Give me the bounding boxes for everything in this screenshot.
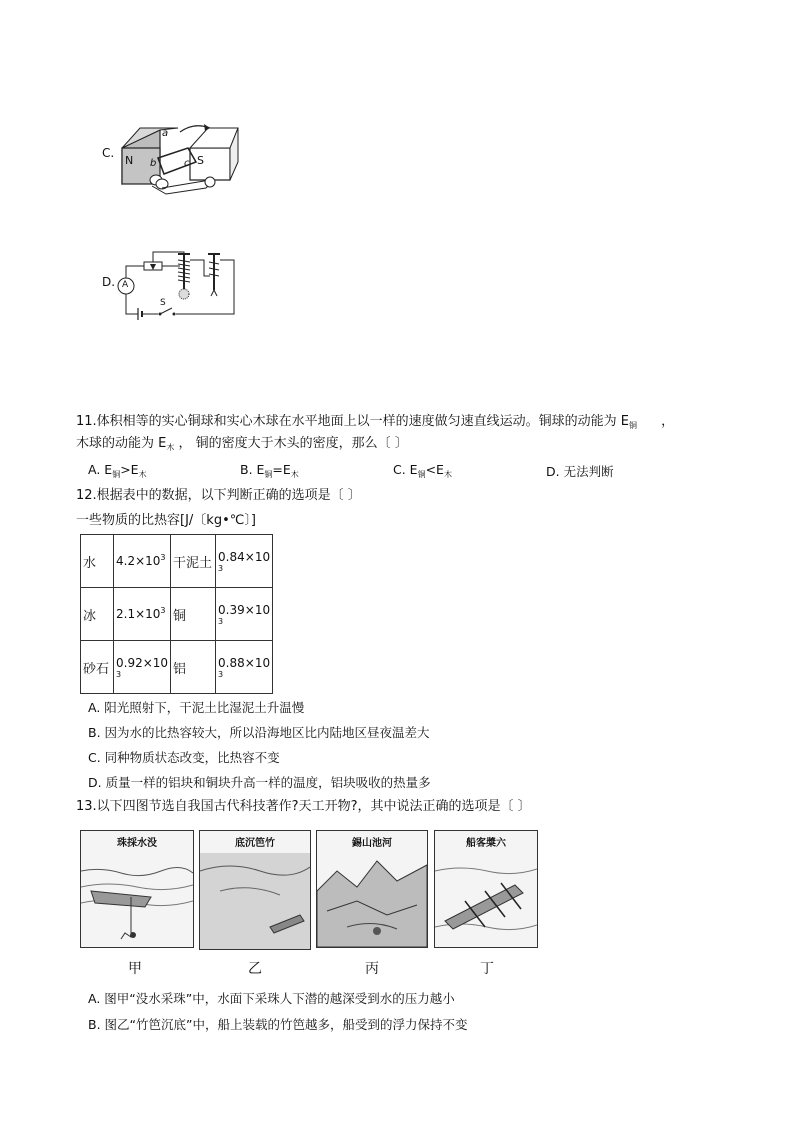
option-c-label: C. (102, 146, 115, 160)
q11-stem-part-1: 11.体积相等的实心铜球和实心木球在水平地面上以一样的速度做匀速直线运动。铜球的动能为 E (76, 414, 630, 429)
q11-option-a[interactable]: A. $E_铜>E_木$ (88, 462, 147, 479)
table-cell: 0.92×10 3 (114, 641, 171, 694)
point-a-label: a (162, 128, 169, 139)
panel-title: 船客槳六 (466, 838, 506, 849)
point-c-label: c (184, 158, 190, 169)
question-11-line-1 (76, 411, 674, 434)
q12-option-c[interactable]: C. 同种物质状态改变，比热容不变 (88, 750, 280, 765)
table-cell: 0.84×10 3 (216, 535, 273, 588)
electromagnet-circuit-figure (114, 246, 240, 322)
panel-title: 底沉笆竹 (235, 838, 275, 849)
question-12-stem: 12.根据表中的数据，以下判断正确的选项是〔 〕 (76, 488, 361, 503)
q11-subscript-copper: 铜 (629, 421, 638, 430)
table-cell: 干泥土 (171, 535, 216, 588)
panel-title: 錫山池河 (352, 838, 392, 849)
q13-option-a[interactable]: A. 图甲“没水采珠”中，水面下采珠人下潜的越深受到水的压力越小 (88, 991, 455, 1006)
table-cell: $2.1\times 10^3$ (114, 588, 171, 641)
table-cell: 0.88×10 3 (216, 641, 273, 694)
switch-label: S (160, 298, 166, 308)
panel-caption-bing: 丙 (365, 961, 379, 977)
panel-yi-image (199, 830, 311, 950)
table-row (81, 588, 273, 641)
table-cell: 砂石 (81, 641, 114, 694)
q11-option-c[interactable]: C. $E_铜<E_木$ (393, 462, 452, 479)
q11-stem-comma: ， (661, 414, 675, 429)
q13-option-b[interactable]: B. 图乙“竹笆沉底”中，船上装载的竹笆越多，船受到的浮力保持不变 (88, 1017, 468, 1032)
panel-bing-image (316, 830, 428, 948)
specific-heat-table (80, 534, 273, 694)
panel-ding-image (434, 830, 538, 948)
panel-caption-ding: 丁 (480, 961, 494, 977)
table-cell: $4.2\times 10^3$ (114, 535, 171, 588)
table-cell: 铜 (171, 588, 216, 641)
q12-option-d[interactable]: D. 质量一样的铝块和铜块升高一样的温度，铝块吸收的热量多 (88, 775, 431, 790)
point-b-label: b (150, 158, 157, 169)
q12-option-a[interactable]: A. 阳光照射下，干泥土比湿泥土升温慢 (88, 700, 305, 715)
q11-option-b[interactable]: B. $E_铜=E_木$ (240, 462, 299, 479)
panel-title: 珠採水没 (117, 838, 157, 849)
q12-table-caption: 一些物质的比热容[J/〔kg•℃〕] (76, 513, 256, 528)
panel-caption-jia: 甲 (128, 961, 142, 977)
table-row (81, 535, 273, 588)
question-11-line-2 (76, 433, 408, 456)
generator-figure (118, 118, 242, 196)
table-cell: 冰 (81, 588, 114, 641)
question-13-stem: 13.以下四图节选自我国古代科技著作?天工开物?，其中说法正确的选项是〔 〕 (76, 799, 531, 814)
table-row (81, 641, 273, 694)
option-d-label: D. (102, 275, 116, 289)
q11-option-d[interactable]: D. 无法判断 (546, 464, 614, 479)
south-pole-label: S (197, 154, 204, 167)
q11-subscript-wood: 木 (166, 443, 175, 452)
q11-stem-part-2: 木球的动能为 E (76, 436, 167, 451)
table-cell: 铝 (171, 641, 216, 694)
panel-caption-yi: 乙 (248, 961, 262, 977)
table-cell: 水 (81, 535, 114, 588)
north-pole-label: N (125, 154, 134, 167)
q12-option-b[interactable]: B. 因为水的比热容较大，所以沿海地区比内陆地区昼夜温差大 (88, 725, 430, 740)
table-cell: 0.39×10 3 (216, 588, 273, 641)
q11-stem-part-3: ， 铜的密度大于木头的密度，那么〔 〕 (178, 436, 408, 451)
ammeter-label: A (122, 280, 129, 290)
panel-jia-image (80, 830, 194, 948)
